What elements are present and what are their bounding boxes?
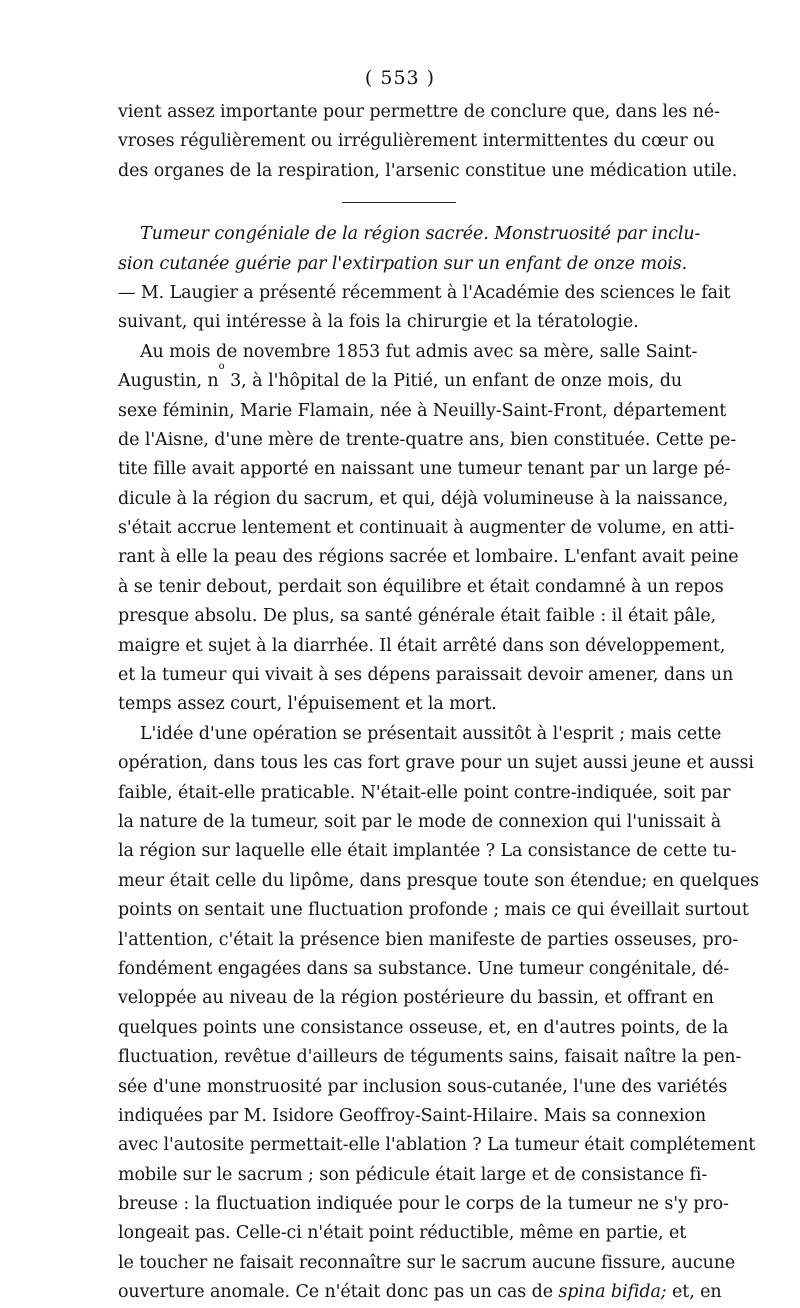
text-line: sée d'une monstruosité par inclusion sous-cutanée, l'une des variétés [118, 1076, 728, 1097]
text-line: L'idée d'une opération se présentait aussitôt à l'esprit ; mais cette [140, 723, 722, 744]
text-line: la région sur laquelle elle était implantée ? La consistance de cette tu- [118, 841, 737, 862]
text-line: s'était accrue lentement et continuait à augmenter de volume, en atti- [118, 518, 735, 539]
italic-term: spina bifida; [558, 1282, 667, 1303]
text-line: opération, dans tous les cas fort grave pour un sujet aussi jeune et aussi [118, 753, 754, 774]
text-line: vroses régulièrement ou irrégulièrement intermittentes du cœur ou [118, 131, 715, 152]
text-line: meur était celle du lipôme, dans presque toute son étendue; en quelques [118, 870, 759, 891]
text-line: des organes de la respiration, l'arsenic constitue une médication utile. [118, 160, 738, 181]
text-line: sexe féminin, Marie Flamain, née à Neuilly-Saint-Front, département [118, 400, 727, 421]
text-line: vient assez importante pour permettre de conclure que, dans les né- [118, 102, 720, 122]
text-line [118, 1278, 722, 1307]
text-line: le toucher ne faisait reconnaître sur le sacrum aucune fissure, aucune [118, 1252, 736, 1273]
text-line: dicule à la région du sacrum, et qui, déjà volumineuse à la naissance, [118, 488, 729, 509]
text-line: temps assez court, l'épuisement et la mort. [118, 694, 497, 715]
section-title [118, 220, 701, 279]
text-line: tite fille avait apporté en naissant une tumeur tenant par un large pé- [118, 459, 731, 480]
case-paragraph [118, 338, 739, 720]
text-line: Au mois de novembre 1853 fut admis avec sa mère, salle Saint- [140, 341, 698, 362]
text-line: rant à elle la peau des régions sacrée et lombaire. L'enfant avait peine [118, 547, 739, 568]
intro-paragraph [118, 98, 738, 186]
text-line: quelques points une consistance osseuse, et, en d'autres points, de la [118, 1017, 729, 1038]
text-line: faible, était-elle praticable. N'était-elle point contre-indiquée, soit par [118, 782, 731, 803]
text-line [118, 361, 682, 396]
text-line: de l'Aisne, d'une mère de trente-quatre ans, bien constituée. Cette pe- [118, 429, 737, 450]
text-fragment: et, en [666, 1282, 722, 1303]
operation-paragraph [118, 720, 759, 1308]
title-line: sion cutanée guérie par l'extirpation sur un enfant de onze mois. [118, 253, 688, 274]
text-line: avec l'autosite permettait-elle l'ablation ? La tumeur était complétement [118, 1135, 756, 1156]
number-superscript: o [218, 361, 225, 373]
text-line: l'attention, c'était la présence bien manifeste de parties osseuses, pro- [118, 929, 739, 950]
text-line: fondément engagées dans sa substance. Une tumeur congénitale, dé- [118, 958, 730, 979]
text-line: indiquées par M. Isidore Geoffroy-Saint-Hilaire. Mais sa connexion [118, 1105, 706, 1126]
page-number: ( 553 ) [364, 67, 436, 89]
text-line: veloppée au niveau de la région postérieure du bassin, et offrant en [118, 988, 714, 1009]
text-line: fluctuation, revêtue d'ailleurs de téguments sains, faisait naître la pen- [118, 1047, 742, 1068]
text-line: la nature de la tumeur, soit par le mode de connexion qui l'unissait à [118, 811, 722, 832]
section-divider [118, 186, 682, 220]
text-fragment: ouverture anomale. Ce n'était donc pas un cas de [118, 1282, 559, 1303]
book-page [118, 58, 759, 1308]
section-lead [118, 279, 731, 338]
text-fragment: Augustin, n [118, 371, 219, 392]
title-line: Tumeur congéniale de la région sacrée. Monstruosité par inclu- [140, 224, 701, 245]
text-line: mobile sur le sacrum ; son pédicule était large et de consistance fi- [118, 1164, 708, 1185]
text-line: à se tenir debout, perdait son équilibre et était condamné à un repos [118, 576, 724, 597]
text-line: presque absolu. De plus, sa santé générale était faible : il était pâle, [118, 606, 717, 627]
text-line: et la tumeur qui vivait à ses dépens paraissait devoir amener, dans un [118, 665, 734, 686]
text-fragment: 3, à l'hôpital de la Pitié, un enfant de onze mois, du [224, 371, 682, 392]
text-line: — M. Laugier a présenté récemment à l'Académie des sciences le fait [118, 282, 731, 303]
text-line: suivant, qui intéresse à la fois la chirurgie et la tératologie. [118, 312, 639, 333]
text-line: longeait pas. Celle-ci n'était point réductible, même en partie, et [118, 1223, 687, 1244]
text-line: maigre et sujet à la diarrhée. Il était arrêté dans son développement, [118, 635, 726, 656]
text-line: points on sentait une fluctuation profonde ; mais ce qui éveillait surtout [118, 900, 749, 921]
text-line: breuse : la fluctuation indiquée pour le corps de la tumeur ne s'y pro- [118, 1194, 729, 1215]
divider-rule [342, 202, 456, 203]
